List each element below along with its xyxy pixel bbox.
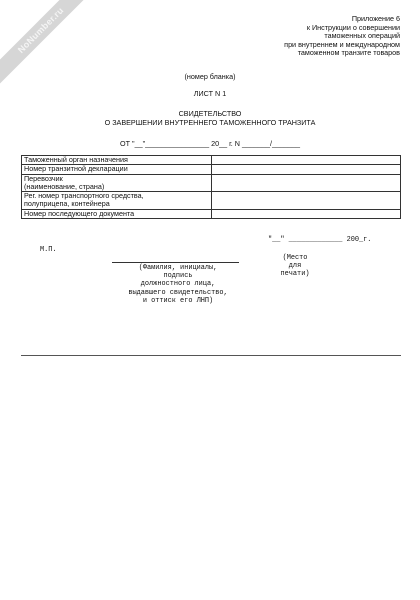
date-number-line: ОТ "__"________________ 20__ г. N _______/_______ bbox=[120, 139, 300, 148]
caption-line: печати) bbox=[280, 270, 310, 279]
annex-note bbox=[220, 15, 400, 58]
caption-line: (Место bbox=[282, 254, 308, 262]
table-row bbox=[22, 174, 401, 192]
table-row bbox=[22, 165, 401, 174]
row-label-text: Рег. номер транспортного средства, bbox=[24, 191, 144, 201]
signature-line bbox=[112, 262, 239, 263]
row-label-text: (наименование, страна) bbox=[24, 181, 105, 191]
stamp-label: М.П. bbox=[40, 246, 57, 254]
row-label bbox=[22, 174, 212, 192]
annex-line: Приложение 6 bbox=[351, 14, 400, 23]
row-label-text: Таможенный орган назначения bbox=[24, 155, 128, 164]
signature-date-line: "__" _____________ 200_г. bbox=[268, 236, 372, 244]
row-label bbox=[22, 209, 212, 218]
sheet-label: ЛИСТ N 1 bbox=[193, 89, 227, 98]
blank-number-label: (номер бланка) bbox=[184, 72, 236, 81]
caption-line: подпись bbox=[163, 272, 193, 281]
document-title bbox=[0, 110, 420, 127]
caption-line: выдавшего свидетельство, bbox=[128, 288, 228, 297]
annex-line: таможенных операций bbox=[324, 31, 400, 41]
caption-line: должностного лица, bbox=[140, 280, 216, 289]
row-value[interactable] bbox=[212, 209, 401, 218]
annex-line: к Инструкции о совершении bbox=[306, 22, 400, 32]
row-label-text: полуприцепа, контейнера bbox=[24, 199, 110, 209]
row-label bbox=[22, 165, 212, 174]
row-value[interactable] bbox=[212, 192, 401, 210]
title-line-1: СВИДЕТЕЛЬСТВО bbox=[178, 109, 242, 118]
row-label-text: Номер последующего документа bbox=[24, 208, 135, 218]
stamp-place-caption bbox=[270, 254, 320, 279]
row-value[interactable] bbox=[212, 174, 401, 192]
annex-line: таможенном транзите товаров bbox=[297, 48, 400, 58]
table-row bbox=[22, 209, 401, 218]
row-label bbox=[22, 192, 212, 210]
caption-line: (Фамилия, инициалы, bbox=[138, 264, 218, 272]
signature-caption bbox=[105, 264, 251, 305]
row-label-text: Перевозчик bbox=[24, 173, 63, 183]
transit-info-table bbox=[21, 155, 401, 219]
row-label-text: Номер транзитной декларации bbox=[24, 164, 128, 174]
annex-line: при внутреннем и международном bbox=[284, 39, 400, 49]
caption-line: для bbox=[288, 262, 302, 271]
row-value[interactable] bbox=[212, 156, 401, 165]
title-line-2: О ЗАВЕРШЕНИИ ВНУТРЕННЕГО ТАМОЖЕННОГО ТРАНЗИТА bbox=[104, 117, 316, 127]
watermark-ribbon: NoNumber.ru bbox=[0, 0, 100, 90]
table-row bbox=[22, 192, 401, 210]
bottom-divider bbox=[21, 355, 401, 356]
row-value[interactable] bbox=[212, 165, 401, 174]
caption-line: и оттиск его ЛНП) bbox=[142, 296, 214, 305]
